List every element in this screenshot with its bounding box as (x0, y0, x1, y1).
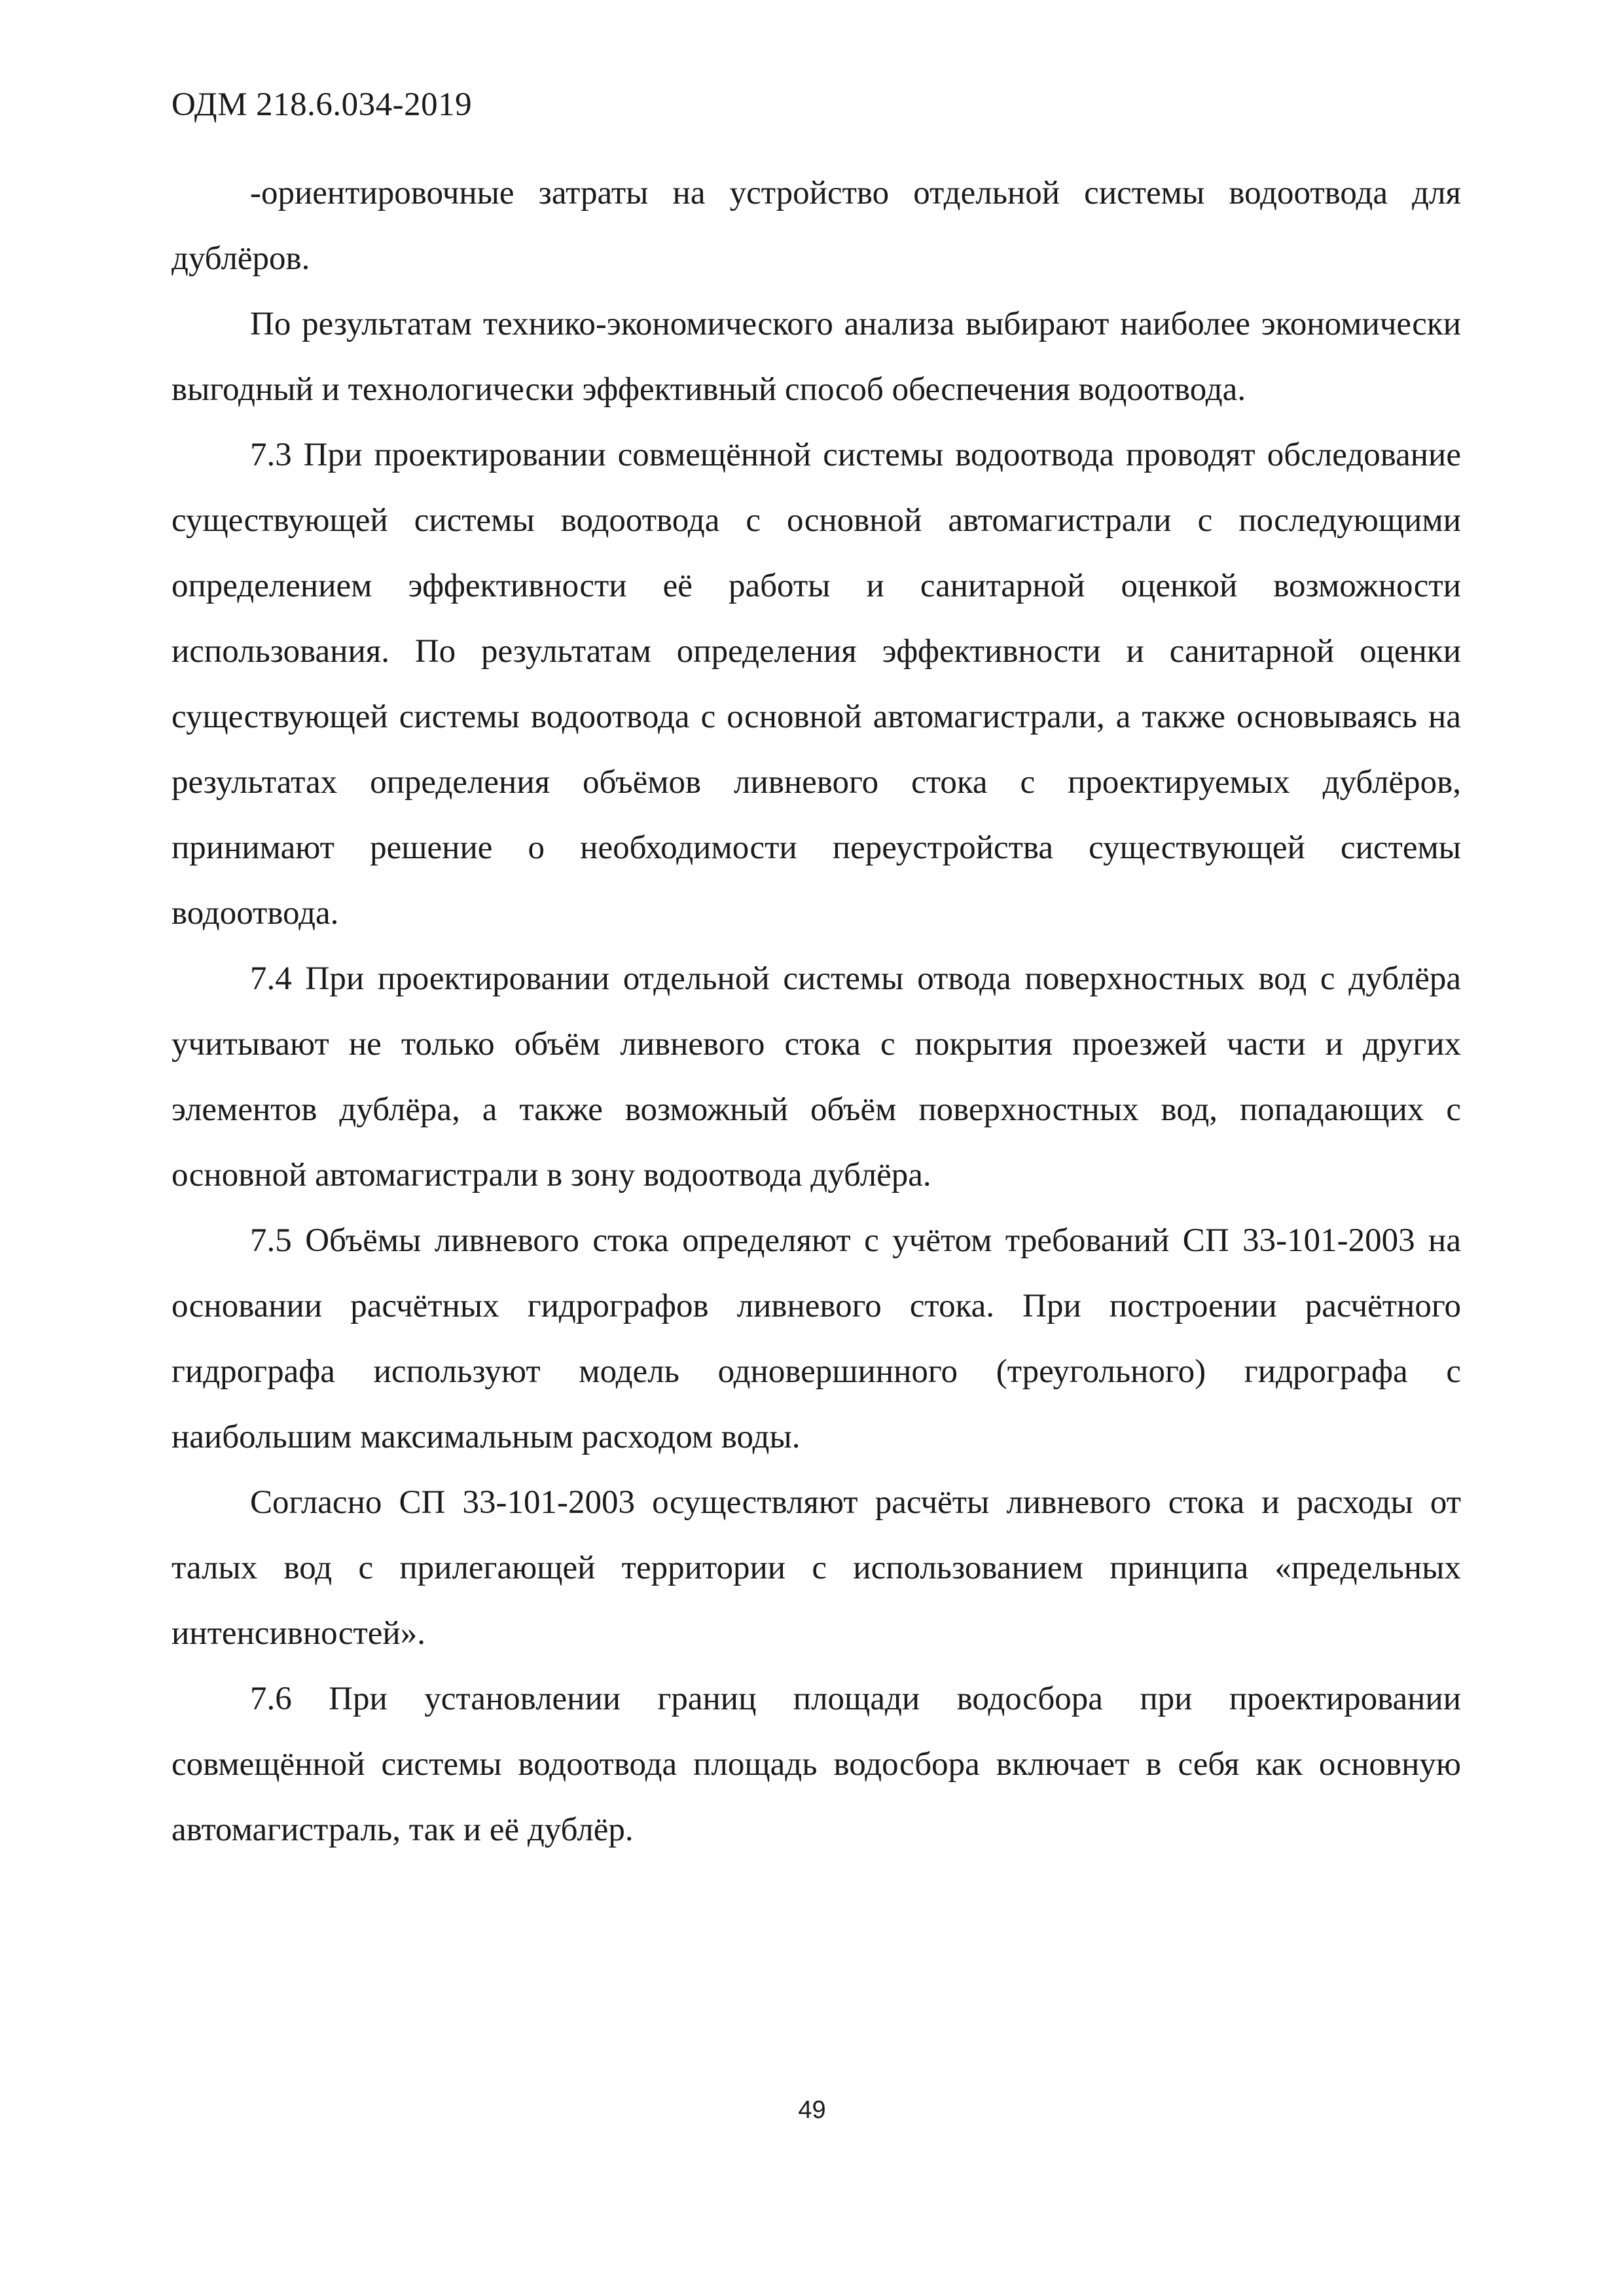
paragraph-7-3: 7.3 При проектировании совмещённой системы водоотвода проводят обследование существующей системы водоотвода с основной автомагистрали с последующими определением эффективности её работы и санитарной оценкой возможности использования. По результатам определения эффективности и санитарной оценки существующей системы водоотвода с основной автомагистрали, а также основываясь на результатах определения объёмов ливневого стока с проектируемых дублёров, принимают решение о необходимости переустройства существующей системы водоотвода. (171, 437, 1461, 932)
document-body (171, 160, 1461, 1863)
document-code-header: ОДМ 218.6.034-2019 (171, 86, 473, 123)
paragraph-7-6: 7.6 При установлении границ площади водосбора при проектировании совмещённой системы водоотвода площадь водосбора включает в себя как основную автомагистраль, так и её дублёр. (171, 1681, 1461, 1848)
paragraph-sp-33-101: Согласно СП 33-101-2003 осуществляют расчёты ливневого стока и расходы от талых вод с прилегающей территории с использованием принципа «предельных интенсивностей». (171, 1484, 1461, 1652)
paragraph-analysis-results: По результатам технико-экономического анализа выбирают наиболее экономически выгодный и технологически эффективный способ обеспечения водоотвода. (171, 306, 1461, 408)
page-number: 49 (798, 2096, 826, 2124)
paragraph-cost-estimate: -ориентировочные затраты на устройство отдельной системы водоотвода для дублёров. (171, 175, 1461, 277)
paragraph-7-4: 7.4 При проектировании отдельной системы отвода поверхностных вод с дублёра учитывают не только объём ливневого стока с покрытия проезжей части и других элементов дублёра, а также возможный объём поверхностных вод, попадающих с основной автомагистрали в зону водоотвода дублёра. (171, 960, 1461, 1194)
paragraph-7-5: 7.5 Объёмы ливневого стока определяют с учётом требований СП 33-101-2003 на основании расчётных гидрографов ливневого стока. При построении расчётного гидрографа используют модель одновершинного (треугольного) гидрографа с наибольшим максимальным расходом воды. (171, 1222, 1461, 1455)
